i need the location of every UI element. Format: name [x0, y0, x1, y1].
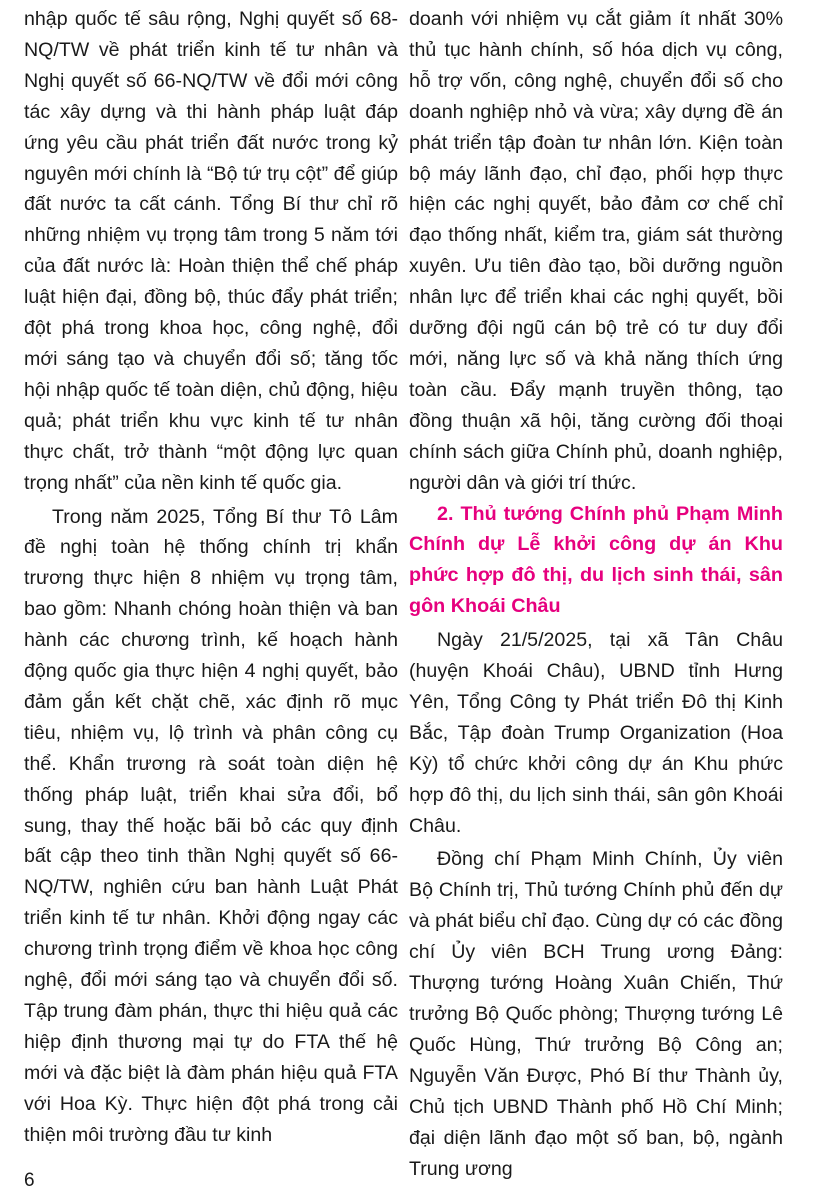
- paragraph: Đồng chí Phạm Minh Chính, Ủy viên Bộ Chính trị, Thủ tướng Chính phủ đến dự và phát biểu chỉ đạo. Cùng dự có các đồng chí Ủy viên BCH Trung ương Đảng: Thượng tướng Hoàng Xuân Chiến, Thứ trưởng Bộ Quốc phòng; Thượng tướng Lê Quốc Hùng, Thứ trưởng Bộ Công an; Nguyễn Văn Được, Phó Bí thư Thành ủy, Chủ tịch UBND Thành phố Hồ Chí Minh; đại diện lãnh đạo một số ban, bộ, ngành Trung ương: [409, 848, 783, 1180]
- page-number: 6: [24, 1170, 35, 1191]
- right-column: [409, 4, 783, 1184]
- left-column: [24, 4, 398, 1151]
- paragraph: Trong năm 2025, Tổng Bí thư Tô Lâm đề nghị toàn hệ thống chính trị khẩn trương thực hiện 8 nhiệm vụ trọng tâm, bao gồm: Nhanh chóng hoàn thiện và ban hành các chương trình, kế hoạch hành động quốc gia thực hiện 4 nghị quyết, bảo đảm gắn kết chặt chẽ, xác định rõ mục tiêu, nhiệm vụ, lộ trình và phân công cụ thể. Khẩn trương rà soát toàn diện hệ thống pháp luật, triển khai sửa đổi, bổ sung, thay thế hoặc bãi bỏ các quy định bất cập theo tinh thần Nghị quyết số 66-NQ/TW, nghiên cứu ban hành Luật Phát triển kinh tế tư nhân. Khởi động ngay các chương trình trọng điểm về khoa học công nghệ, đổi mới sáng tạo và chuyển đổi số. Tập trung đàm phán, thực thi hiệu quả các hiệp định thương mại tự do FTA thế hệ mới và đặc biệt là đàm phán hiệu quả FTA với Hoa Kỳ. Thực hiện đột phá trong cải thiện môi trường đầu tư kinh: [24, 505, 398, 1146]
- paragraph: Ngày 21/5/2025, tại xã Tân Châu (huyện Khoái Châu), UBND tỉnh Hưng Yên, Tổng Công ty Phát triển Đô thị Kinh Bắc, Tập đoàn Trump Organization (Hoa Kỳ) tổ chức khởi công dự án Khu phức hợp đô thị, du lịch sinh thái, sân gôn Khoái Châu.: [409, 629, 783, 837]
- section-heading: 2. Thủ tướng Chính phủ Phạm Minh Chính dự Lễ khởi công dự án Khu phức hợp đô thị, du lịch sinh thái, sân gôn Khoái Châu: [409, 502, 783, 618]
- paragraph: doanh với nhiệm vụ cắt giảm ít nhất 30% thủ tục hành chính, số hóa dịch vụ công, hỗ trợ vốn, công nghệ, chuyển đổi số cho doanh nghiệp nhỏ và vừa; xây dựng đề án phát triển tập đoàn tư nhân lớn. Kiện toàn bộ máy lãnh đạo, chỉ đạo, phối hợp thực hiện các nghị quyết, bảo đảm cơ chế chỉ đạo thống nhất, kiểm tra, giám sát thường xuyên. Ưu tiên đào tạo, bồi dưỡng nguồn nhân lực để triển khai các nghị quyết, bồi dưỡng đội ngũ cán bộ trẻ có tư duy đổi mới, năng lực số và khả năng thích ứng toàn cầu. Đẩy mạnh truyền thông, tạo đồng thuận xã hội, tăng cường đối thoại chính sách giữa Chính phủ, doanh nghiệp, người dân và giới trí thức.: [409, 8, 783, 494]
- paragraph: nhập quốc tế sâu rộng, Nghị quyết số 68-NQ/TW về phát triển kinh tế tư nhân và Nghị quyết số 66-NQ/TW về đổi mới công tác xây dựng và thi hành pháp luật đáp ứng yêu cầu phát triển đất nước trong kỷ nguyên mới chính là “Bộ tứ trụ cột” để giúp đất nước ta cất cánh. Tổng Bí thư chỉ rõ những nhiệm vụ trọng tâm trong 5 năm tới của đất nước là: Hoàn thiện thể chế pháp luật hiện đại, đồng bộ, thúc đẩy phát triển; đột phá trong khoa học, công nghệ, đổi mới sáng tạo và chuyển đổi số; tăng tốc hội nhập quốc tế toàn diện, chủ động, hiệu quả; phát triển khu vực kinh tế tư nhân thực chất, trở thành “một động lực quan trọng nhất” của nền kinh tế quốc gia.: [24, 8, 398, 494]
